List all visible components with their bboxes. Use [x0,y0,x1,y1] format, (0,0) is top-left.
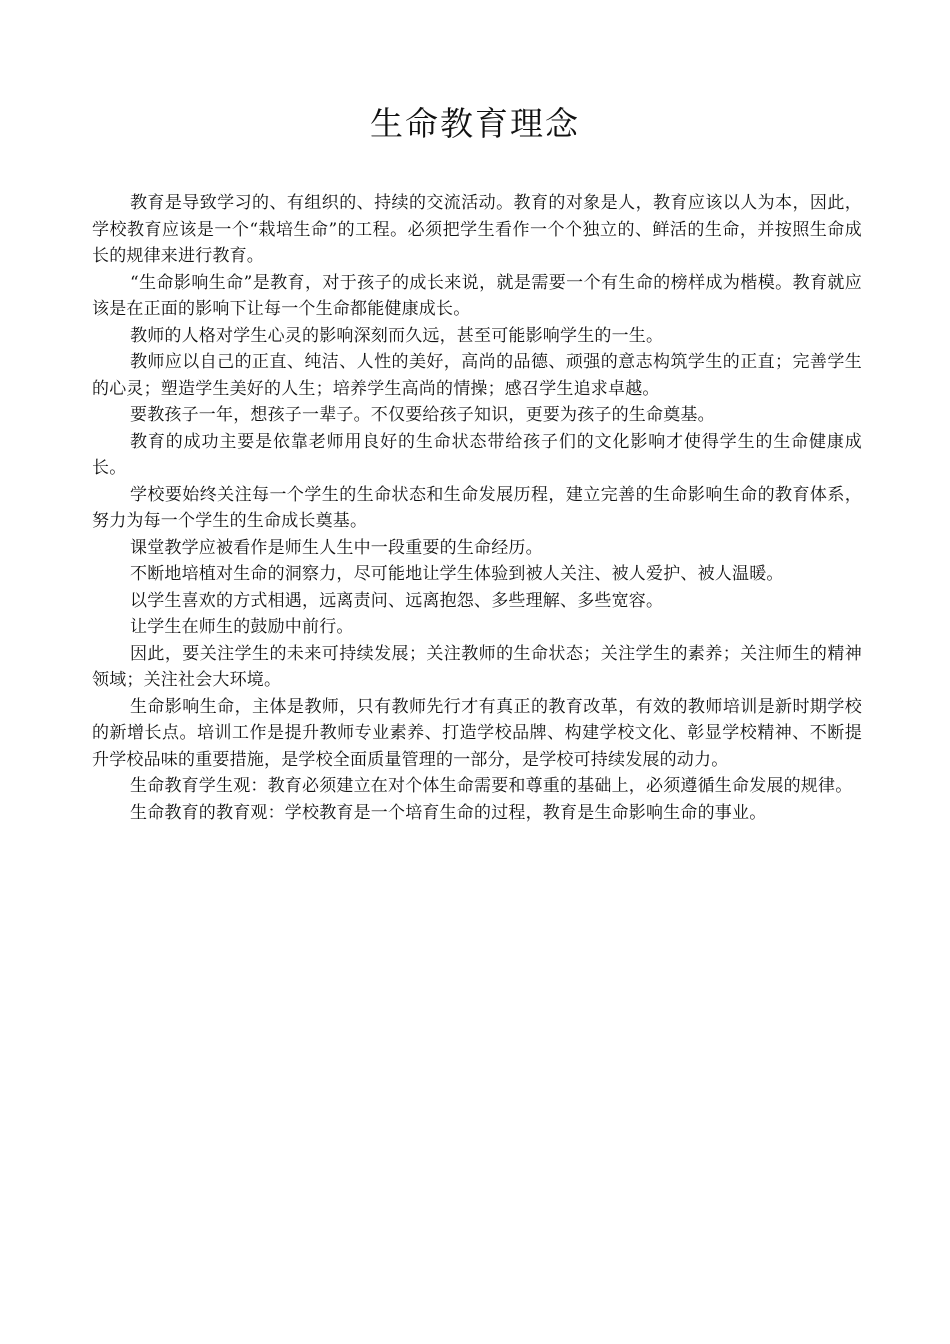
paragraph-2: “生命影响生命”是教育，对于孩子的成长来说，就是需要一个有生命的榜样成为楷模。教育就应该是在正面的影响下让每一个生命都能健康成长。 [92,272,862,319]
paragraph-6: 教育的成功主要是依靠老师用良好的生命状态带给孩子们的文化影响才使得学生的生命健康成长。 [92,431,862,478]
paragraph-8: 课堂教学应被看作是师生人生中一段重要的生命经历。 [130,537,543,558]
paragraph-11: 让学生在师生的鼓励中前行。 [130,617,354,637]
paragraph-4: 教师应以自己的正直、纯洁、人性的美好，高尚的品德、顽强的意志构筑学生的正直；完善学生的心灵；塑造学生美好的人生；培养学生高尚的情操；感召学生追求卓越。 [92,352,862,399]
paragraph-14: 生命教育学生观：教育必须建立在对个体生命需要和尊重的基础上，必须遵循生命发展的规律。 [130,776,853,796]
paragraph-5: 要教孩子一年，想孩子一辈子。不仅要给孩子知识，更要为孩子的生命奠基。 [130,405,715,425]
paragraph-15: 生命教育的教育观：学校教育是一个培育生命的过程，教育是生命影响生命的事业。 [130,802,767,823]
document-body [92,190,862,826]
paragraph-12: 因此，要关注学生的未来可持续发展；关注教师的生命状态；关注学生的素养；关注师生的精神领域；关注社会大环境。 [92,643,862,690]
paragraph-10: 以学生喜欢的方式相遇，远离责问、远离抱怨、多些理解、多些宽容。 [130,590,664,611]
paragraph-7: 学校要始终关注每一个学生的生命状态和生命发展历程，建立完善的生命影响生命的教育体系，努力为每一个学生的生命成长奠基。 [92,484,862,531]
paragraph-1: 教育是导致学习的、有组织的、持续的交流活动。教育的对象是人，教育应该以人为本，因此，学校教育应该是一个“栽培生命”的工程。必须把学生看作一个个独立的、鲜活的生命，并按照生命成长的规律来进行教育。 [92,193,862,266]
paragraph-9: 不断地培植对生命的洞察力，尽可能地让学生体验到被人关注、被人爱护、被人温暖。 [130,564,784,584]
paragraph-3: 教师的人格对学生心灵的影响深刻而久远，甚至可能影响学生的一生。 [130,325,664,346]
document-title: 生命教育理念 [370,104,580,143]
paragraph-13: 生命影响生命，主体是教师，只有教师先行才有真正的教育改革，有效的教师培训是新时期学校的新增长点。培训工作是提升教师专业素养、打造学校品牌、构建学校文化、彰显学校精神、不断提升学校品味的重要措施，是学校全面质量管理的一部分，是学校可持续发展的动力。 [92,696,862,770]
